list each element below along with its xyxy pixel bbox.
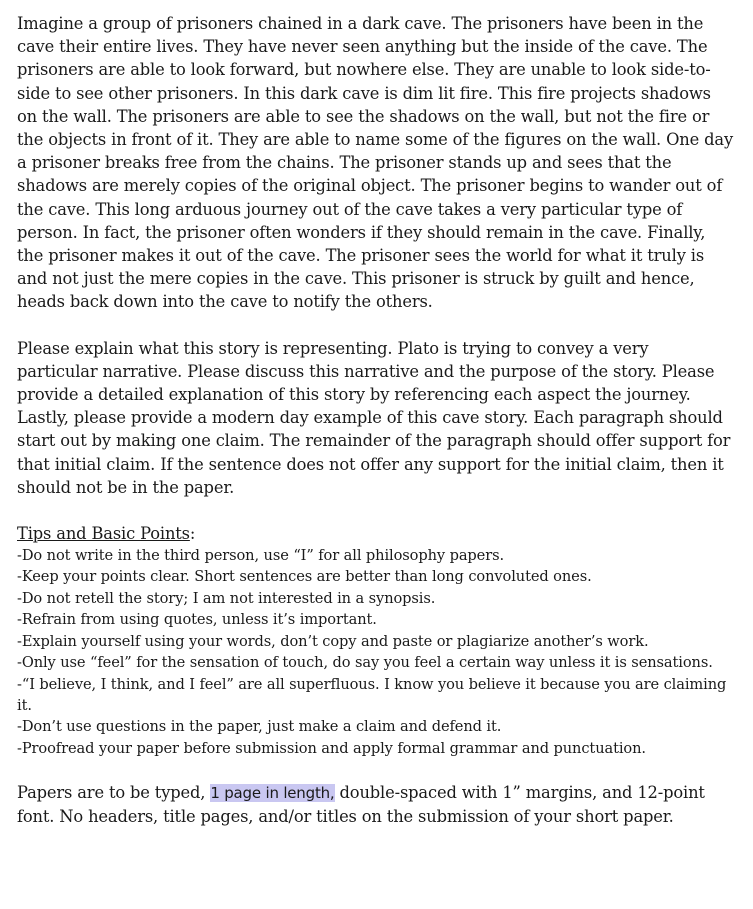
format-text-start: Papers are to be typed, [17,783,211,803]
highlighted-text[interactable]: 1 page in length, [210,784,335,803]
tips-heading-colon: : [189,524,196,544]
tip-item: -Only use “feel” for the sensation of touch, do say you feel a certain way unless it is sensations. [17,654,713,672]
tip-item: -Keep your points clear. Short sentences are better than long convoluted ones. [17,568,592,586]
story-paragraph: Imagine a group of prisoners chained in a dark cave. The prisoners have been in the cave their entire lives. They have never seen anything but the inside of the cave. The prisoners are able to look forward, but nowhere else. They are unable to look side-to-side to see other prisoners. In this dark cave is dim lit fire. This fire projects shadows on the wall. The prisoners are able to see the shadows on the wall, but not the fire or the objects in front of it. They are able to name some of the figures on the wall. One day a prisoner breaks free from the chains. The prisoner stands up and sees that the shadows are merely copies of the original object. The prisoner begins to wander out of the cave. This long arduous journey out of the cave takes a very particular type of person. In fact, the prisoner often wonders if they should remain in the cave. Finally, the prisoner makes it out of the cave. The prisoner sees the world for what it truly is and not just the mere copies in the cave. This prisoner is struck by guilt and hence, heads back down into the cave to notify the others. [17,14,734,312]
document-page [17,12,733,845]
format-paragraph [17,781,733,828]
instructions-paragraph: Please explain what this story is representing. Plato is trying to convey a very particular narrative. Please discuss this narrative and the purpose of the story. Please provide a detailed explanation of this story by referencing each aspect the journey. Lastly, please provide a modern day example of this cave story. Each paragraph should start out by making one claim. The remainder of the paragraph should offer support for that initial claim. If the sentence does not offer any support for the initial claim, then it should not be in the paper. [17,338,731,497]
tip-item: -Don’t use questions in the paper, just make a claim and defend it. [17,718,502,736]
tip-item: -Do not retell the story; I am not interested in a synopsis. [17,589,436,607]
format-text-end: double-spaced with 1” margins, and 12-point font. No headers, title pages, and/or titles on the submission of your short paper. [17,783,705,827]
tip-item: -Do not write in the third person, use “I” for all philosophy papers. [17,547,505,565]
tip-item: -Refrain from using quotes, unless it’s important. [17,611,377,629]
tip-item: -Proofread your paper before submission and apply formal grammar and punctuation. [17,739,646,757]
tip-item: -“I believe, I think, and I feel” are all superfluous. I know you believe it because you are claiming it. [17,675,727,714]
tip-item: -Explain yourself using your words, don’t copy and paste or plagiarize another’s work. [17,632,649,650]
tips-heading-text: Tips and Basic Points [17,524,190,544]
tips-heading [17,522,733,545]
tips-list [17,545,733,759]
